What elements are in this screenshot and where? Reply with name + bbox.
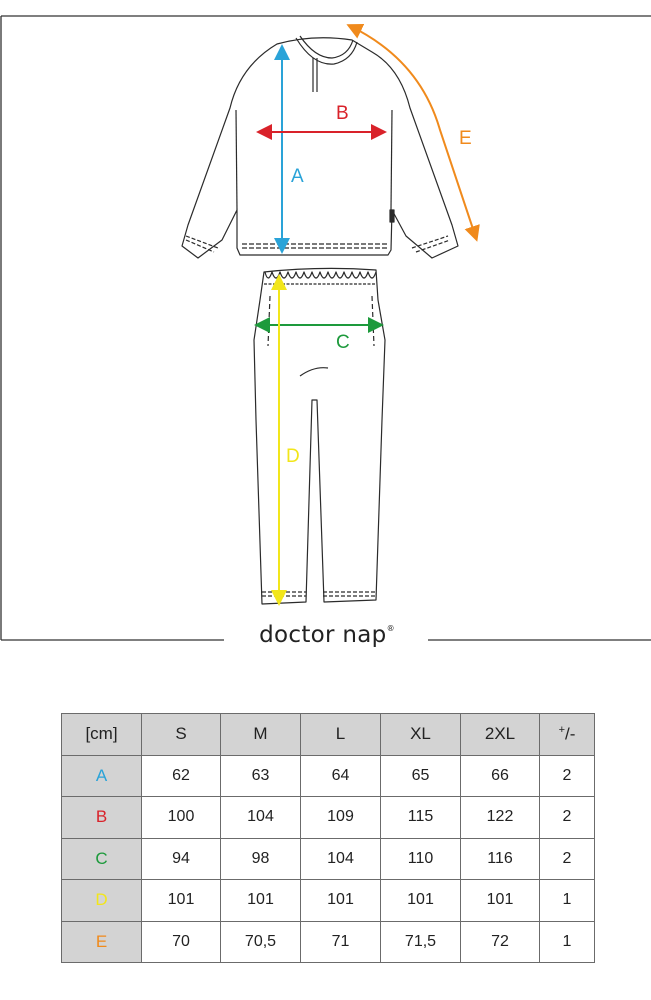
table-cell: 104	[301, 838, 381, 880]
table-cell: 101	[461, 880, 540, 922]
table-cell: 65	[381, 755, 461, 797]
table-cell: 116	[461, 838, 540, 880]
table-header-row	[62, 714, 595, 756]
size-table	[61, 713, 595, 963]
tolerance-cell: 2	[540, 755, 595, 797]
table-cell: 94	[142, 838, 221, 880]
unit-header: [cm]	[62, 714, 142, 756]
table-cell: 104	[221, 797, 301, 839]
table-cell: 110	[381, 838, 461, 880]
table-cell: 64	[301, 755, 381, 797]
table-cell: 122	[461, 797, 540, 839]
row-label-b: B	[62, 797, 142, 839]
trousers-outline	[254, 268, 385, 604]
table-cell: 101	[142, 880, 221, 922]
table-cell: 62	[142, 755, 221, 797]
table-cell: 101	[381, 880, 461, 922]
table-row	[62, 797, 595, 839]
table-cell: 101	[301, 880, 381, 922]
measure-d-label: D	[286, 446, 300, 467]
table-cell: 101	[221, 880, 301, 922]
row-label-a: A	[62, 755, 142, 797]
measure-a-label: A	[291, 166, 304, 187]
tolerance-cell: 2	[540, 797, 595, 839]
table-cell: 70,5	[221, 921, 301, 963]
table-row	[62, 921, 595, 963]
table-cell: 63	[221, 755, 301, 797]
tolerance-cell: 1	[540, 921, 595, 963]
size-header: XL	[381, 714, 461, 756]
row-label-d: D	[62, 880, 142, 922]
table-cell: 98	[221, 838, 301, 880]
size-header: S	[142, 714, 221, 756]
registered-mark: ®	[386, 624, 395, 633]
table-cell: 70	[142, 921, 221, 963]
table-cell: 71	[301, 921, 381, 963]
table-cell: 72	[461, 921, 540, 963]
table-cell: 66	[461, 755, 540, 797]
measure-c-label: C	[336, 332, 350, 353]
size-header: L	[301, 714, 381, 756]
brand-name: doctor nap	[259, 622, 387, 648]
measure-b-label: B	[336, 103, 349, 124]
table-cell: 109	[301, 797, 381, 839]
brand-logo	[232, 622, 422, 648]
table-cell: 100	[142, 797, 221, 839]
tolerance-cell: 1	[540, 880, 595, 922]
table-cell: 71,5	[381, 921, 461, 963]
table-row	[62, 755, 595, 797]
row-label-c: C	[62, 838, 142, 880]
size-header: M	[221, 714, 301, 756]
table-cell: 115	[381, 797, 461, 839]
table-row	[62, 838, 595, 880]
tolerance-cell: 2	[540, 838, 595, 880]
row-label-e: E	[62, 921, 142, 963]
table-row	[62, 880, 595, 922]
measure-e-label: E	[459, 128, 472, 149]
tolerance-header: +/-	[540, 714, 595, 756]
sweatshirt-outline	[182, 36, 458, 258]
size-header: 2XL	[461, 714, 540, 756]
